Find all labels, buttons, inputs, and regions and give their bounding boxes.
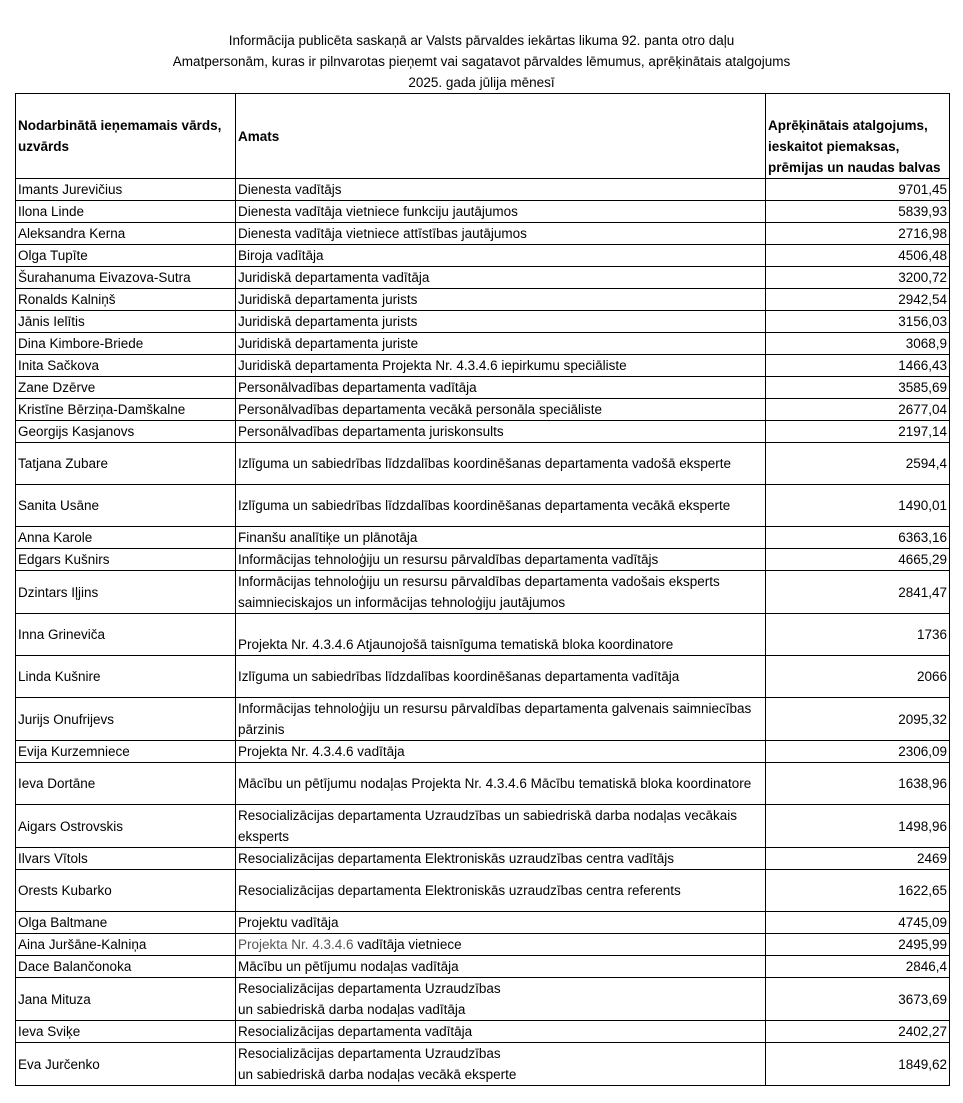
cell-position: Mācību un pētījumu nodaļas Projekta Nr. 4.3.4.6 Mācību tematiskā bloka koordinatore	[236, 763, 766, 805]
column-header-salary: Aprēķinātais atalgojums, ieskaitot piemaksas, prēmijas un naudas balvas	[766, 94, 950, 179]
cell-salary: 2942,54	[766, 289, 950, 311]
table-body	[16, 179, 950, 1086]
cell-position	[236, 1043, 766, 1086]
table-row	[16, 1043, 950, 1086]
table-row	[16, 912, 950, 934]
cell-salary: 2677,04	[766, 399, 950, 421]
cell-position: Informācijas tehnoloģiju un resursu pārvaldības departamenta galvenais saimniecības pārzinis	[236, 698, 766, 741]
cell-position: Izlīguma un sabiedrības līdzdalības koordinēšanas departamenta vadītāja	[236, 656, 766, 698]
table-row	[16, 333, 950, 355]
table-row	[16, 223, 950, 245]
cell-name: Šurahanuma Eivazova-Sutra	[16, 267, 236, 289]
cell-salary: 1849,62	[766, 1043, 950, 1086]
cell-name: Tatjana Zubare	[16, 443, 236, 485]
table-row	[16, 1021, 950, 1043]
cell-salary: 3585,69	[766, 377, 950, 399]
table-row	[16, 805, 950, 848]
column-header-name: Nodarbinātā ieņemamais vārds, uzvārds	[16, 94, 236, 179]
cell-position: Resocializācijas departamenta vadītāja	[236, 1021, 766, 1043]
cell-salary: 2841,47	[766, 571, 950, 614]
cell-name: Georgijs Kasjanovs	[16, 421, 236, 443]
cell-salary: 2306,09	[766, 741, 950, 763]
cell-name: Dace Balančonoka	[16, 956, 236, 978]
table-row	[16, 934, 950, 956]
table-row	[16, 399, 950, 421]
cell-salary: 1490,01	[766, 485, 950, 527]
cell-position: Dienesta vadītāja vietniece attīstības jautājumos	[236, 223, 766, 245]
cell-position-line-1: Resocializācijas departamenta Uzraudzības	[238, 981, 501, 996]
cell-position: Dienesta vadītāja vietniece funkciju jautājumos	[236, 201, 766, 223]
cell-name: Inita Sačkova	[16, 355, 236, 377]
cell-position: Biroja vadītāja	[236, 245, 766, 267]
cell-name: Ronalds Kalniņš	[16, 289, 236, 311]
cell-position: Juridiskā departamenta jurists	[236, 289, 766, 311]
cell-salary: 4506,48	[766, 245, 950, 267]
cell-name: Olga Tupīte	[16, 245, 236, 267]
cell-name: Eva Jurčenko	[16, 1043, 236, 1086]
cell-position: Resocializācijas departamenta Elektroniskās uzraudzības centra referents	[236, 870, 766, 912]
cell-position: Informācijas tehnoloģiju un resursu pārvaldības departamenta vadītājs	[236, 549, 766, 571]
cell-position-rest: vadītāja vietniece	[353, 937, 462, 952]
cell-name: Imants Jurevičius	[16, 179, 236, 201]
table-row	[16, 179, 950, 201]
cell-name: Jana Mituza	[16, 978, 236, 1021]
table-row	[16, 485, 950, 527]
cell-salary: 2594,4	[766, 443, 950, 485]
header-line-1: Informācija publicēta saskaņā ar Valsts pārvaldes iekārtas likuma 92. panta otro daļu	[228, 33, 735, 48]
cell-salary: 4745,09	[766, 912, 950, 934]
cell-salary: 2402,27	[766, 1021, 950, 1043]
cell-name: Jurijs Onufrijevs	[16, 698, 236, 741]
table-row	[16, 741, 950, 763]
table-row	[16, 956, 950, 978]
cell-salary: 1622,65	[766, 870, 950, 912]
cell-name: Aleksandra Kerna	[16, 223, 236, 245]
cell-name: Ieva Sviķe	[16, 1021, 236, 1043]
cell-position: Personālvadības departamenta juriskonsults	[236, 421, 766, 443]
cell-position: Juridiskā departamenta Projekta Nr. 4.3.4.6 iepirkumu speciāliste	[236, 355, 766, 377]
table-row	[16, 549, 950, 571]
cell-position: Resocializācijas departamenta Uzraudzības un sabiedriskā darba nodaļas vecākais eksperts	[236, 805, 766, 848]
table-row	[16, 421, 950, 443]
cell-position: Projekta Nr. 4.3.4.6 vadītāja	[236, 741, 766, 763]
cell-name: Dzintars Iļjins	[16, 571, 236, 614]
table-row	[16, 443, 950, 485]
cell-position: Informācijas tehnoloģiju un resursu pārvaldības departamenta vadošais eksperts saimnieciskajos un informācijas tehnoloģiju jautājumos	[236, 571, 766, 614]
cell-position: Resocializācijas departamenta Elektroniskās uzraudzības centra vadītājs	[236, 848, 766, 870]
cell-salary: 3156,03	[766, 311, 950, 333]
cell-position: Projekta Nr. 4.3.4.6 Atjaunojošā taisnīguma tematiskā bloka koordinatore	[236, 614, 766, 656]
document-header	[0, 30, 963, 93]
cell-name: Kristīne Bērziņa-Damškalne	[16, 399, 236, 421]
cell-name: Ilvars Vītols	[16, 848, 236, 870]
table-row	[16, 355, 950, 377]
table-row	[16, 311, 950, 333]
cell-position-project: Projekta Nr. 4.3.4.6	[238, 937, 354, 952]
cell-salary: 4665,29	[766, 549, 950, 571]
cell-name: Evija Kurzemniece	[16, 741, 236, 763]
cell-position: Izlīguma un sabiedrības līdzdalības koordinēšanas departamenta vadošā eksperte	[236, 443, 766, 485]
cell-salary: 2066	[766, 656, 950, 698]
column-header-position: Amats	[236, 94, 766, 179]
cell-name: Inna Grineviča	[16, 614, 236, 656]
table-row	[16, 377, 950, 399]
table-row	[16, 698, 950, 741]
cell-salary: 2716,98	[766, 223, 950, 245]
cell-salary: 2469	[766, 848, 950, 870]
cell-name: Ieva Dortāne	[16, 763, 236, 805]
cell-salary: 2095,32	[766, 698, 950, 741]
cell-salary: 9701,45	[766, 179, 950, 201]
cell-salary: 1638,96	[766, 763, 950, 805]
table-row	[16, 870, 950, 912]
cell-salary: 1736	[766, 614, 950, 656]
table-row	[16, 978, 950, 1021]
cell-name: Jānis Ielītis	[16, 311, 236, 333]
cell-name: Zane Dzērve	[16, 377, 236, 399]
cell-position	[236, 934, 766, 956]
cell-position: Dienesta vadītājs	[236, 179, 766, 201]
cell-name: Anna Karole	[16, 527, 236, 549]
cell-salary: 2197,14	[766, 421, 950, 443]
cell-salary: 6363,16	[766, 527, 950, 549]
cell-position: Finanšu analītiķe un plānotāja	[236, 527, 766, 549]
cell-name: Olga Baltmane	[16, 912, 236, 934]
cell-position-line-2: un sabiedriskā darba nodaļas vecākā eksperte	[238, 1067, 517, 1082]
cell-salary: 3673,69	[766, 978, 950, 1021]
cell-name: Dina Kimbore-Briede	[16, 333, 236, 355]
cell-salary: 3200,72	[766, 267, 950, 289]
header-line-3: 2025. gada jūlija mēnesī	[408, 75, 555, 90]
cell-name: Aina Juršāne-Kalniņa	[16, 934, 236, 956]
cell-name: Sanita Usāne	[16, 485, 236, 527]
header-line-2: Amatpersonām, kuras ir pilnvarotas pieņemt vai sagatavot pārvaldes lēmumus, aprēķinātais atalgojums	[172, 54, 791, 69]
table-row	[16, 289, 950, 311]
table-row	[16, 656, 950, 698]
cell-salary: 5839,93	[766, 201, 950, 223]
table-row	[16, 571, 950, 614]
cell-position: Mācību un pētījumu nodaļas vadītāja	[236, 956, 766, 978]
cell-name: Edgars Kušnirs	[16, 549, 236, 571]
cell-position: Projektu vadītāja	[236, 912, 766, 934]
table-row	[16, 245, 950, 267]
cell-position: Juridiskā departamenta jurists	[236, 311, 766, 333]
cell-position-line-2: un sabiedriskā darba nodaļas vadītāja	[238, 1002, 466, 1017]
cell-name: Aigars Ostrovskis	[16, 805, 236, 848]
cell-position: Personālvadības departamenta vecākā personāla speciāliste	[236, 399, 766, 421]
cell-salary: 1498,96	[766, 805, 950, 848]
cell-name: Ilona Linde	[16, 201, 236, 223]
table-header-row	[16, 94, 950, 179]
cell-position: Juridiskā departamenta vadītāja	[236, 267, 766, 289]
cell-position: Izlīguma un sabiedrības līdzdalības koordinēšanas departamenta vecākā eksperte	[236, 485, 766, 527]
cell-salary: 1466,43	[766, 355, 950, 377]
cell-salary: 3068,9	[766, 333, 950, 355]
table-row	[16, 763, 950, 805]
table-row	[16, 614, 950, 656]
table-row	[16, 201, 950, 223]
table-row	[16, 267, 950, 289]
table-row	[16, 848, 950, 870]
salary-table	[15, 93, 950, 1086]
cell-name: Orests Kubarko	[16, 870, 236, 912]
cell-position: Juridiskā departamenta juriste	[236, 333, 766, 355]
cell-position	[236, 978, 766, 1021]
cell-position: Personālvadības departamenta vadītāja	[236, 377, 766, 399]
cell-name: Linda Kušnire	[16, 656, 236, 698]
cell-salary: 2846,4	[766, 956, 950, 978]
table-row	[16, 527, 950, 549]
cell-salary: 2495,99	[766, 934, 950, 956]
cell-position-line-1: Resocializācijas departamenta Uzraudzības	[238, 1046, 501, 1061]
